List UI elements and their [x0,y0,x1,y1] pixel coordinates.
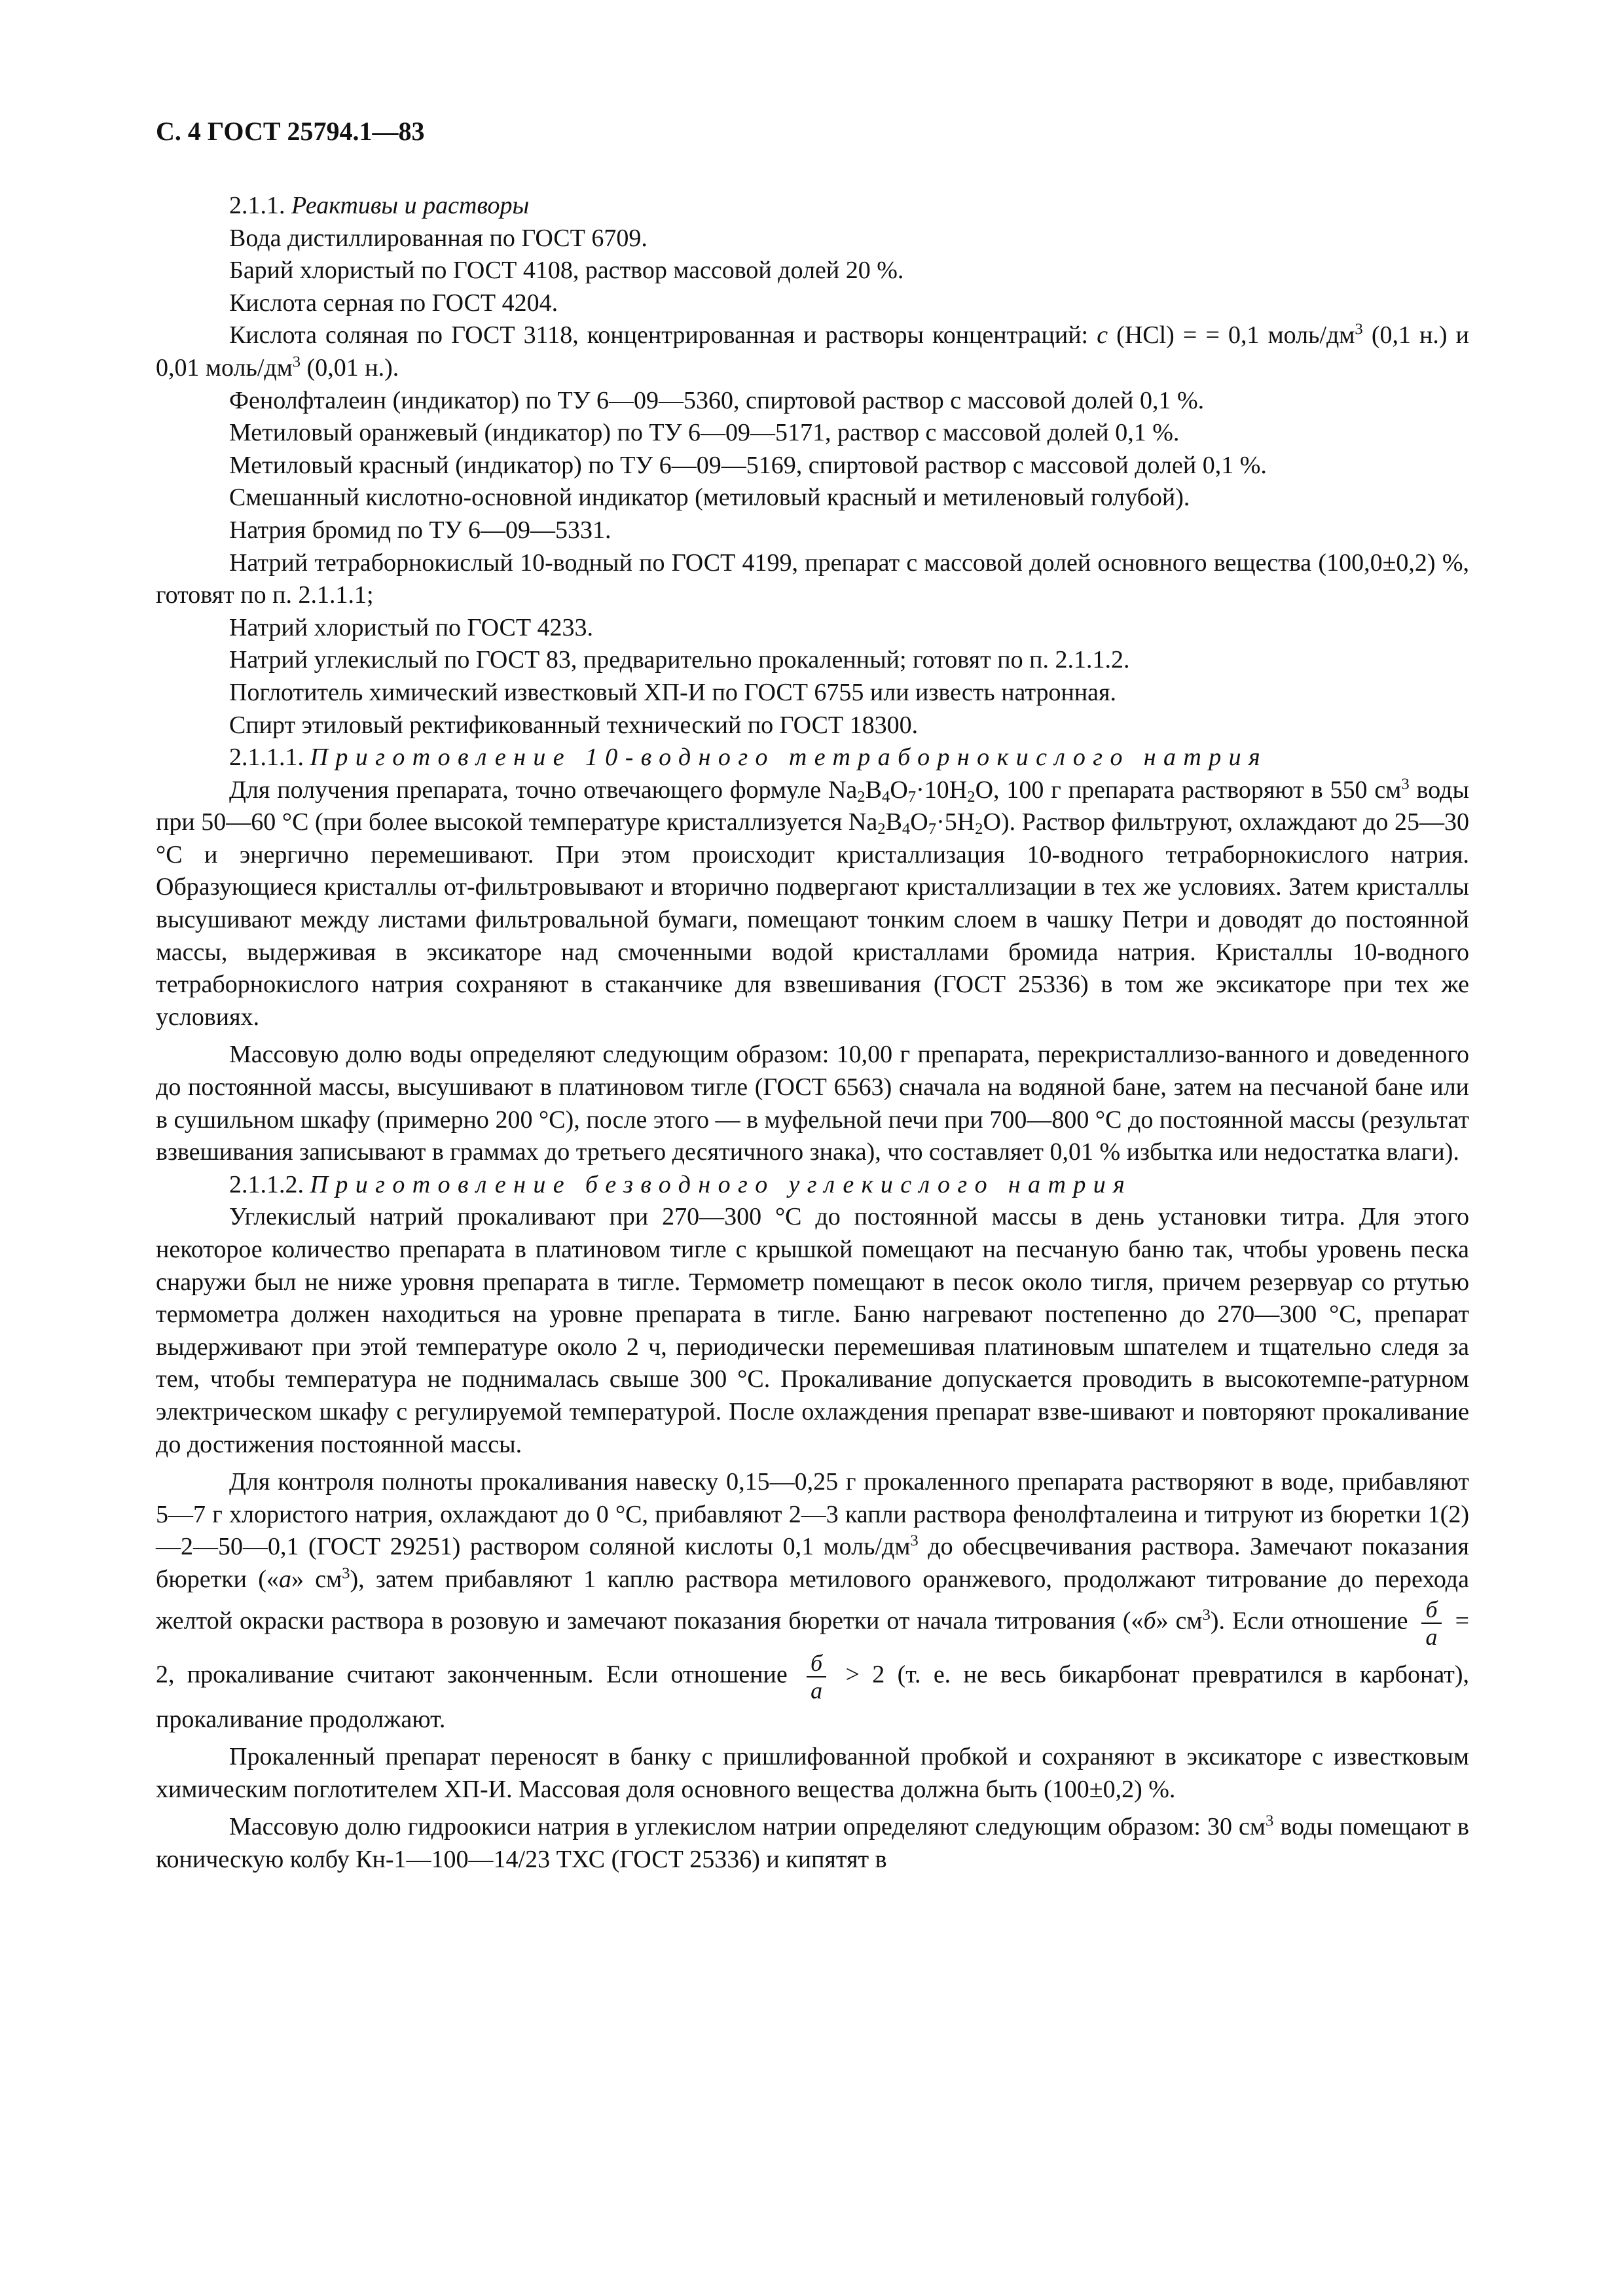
reagent-item [156,319,1469,384]
superscript: 3 [292,353,301,371]
text-run: O, 100 г препарата растворяют в 550 см [975,776,1402,804]
subscript: 2 [857,787,866,806]
superscript: 3 [1401,775,1410,793]
text-run: 5H [944,808,976,836]
reagent-item: Поглотитель химический известковый ХП-И по ГОСТ 6755 или известь натронная. [229,678,1117,706]
subsection-number: 2.1.1.1. [229,744,304,772]
text-run: · [936,808,945,836]
text-run: Для контроля полноты прокаливания навеску 0,15—0,25 г прокаленного препарата растворяют в воде, прибавляют 5—7 г хлористого натрия, охлаждают до 0 °С, прибавляют 2—3 капли раствора фенолфталеина и титруют из бюретки 1(2)—2—50—0,1 (ГОСТ 29251) раствором соляной кислоты 0,1 моль/дм [156,1468,1469,1561]
subsection-heading [156,1169,1469,1202]
fraction [807,1650,826,1704]
subsection-number: 2.1.1.2. [229,1170,304,1198]
superscript: 3 [342,1564,350,1583]
subsection-title: Приготовление 10-водного тетраборнокислого натрия [310,744,1268,772]
text-run: ). Если отношение [1210,1607,1415,1635]
paragraph: Массовую долю воды определяют следующим образом: 10,00 г препарата, перекристаллизо-ванного и доведенного до постоянной массы, высушивают в платиновом тигле (ГОСТ 6563) сначала на водяной бане, затем на песчаной бане или в сушильном шкафу (примерно 200 °С), после этого — в муфельной печи при 700—800 °С до постоянной массы (результат взвешивания записывают в граммах до третьего десятичного знака), что составляет 0,01 % избытка или недостатка влаги). [156,1041,1469,1166]
text-run: а [278,1565,291,1593]
reagent-item: Метиловый оранжевый (индикатор) по ТУ 6—09—5171, раствор с массовой долей 0,1 %. [229,419,1180,447]
reagent-item: Кислота серная по ГОСТ 4204. [229,289,558,317]
superscript: 3 [910,1532,919,1550]
subsection-title: Приготовление безводного углекислого натрия [310,1170,1133,1198]
text-run: O [910,808,928,836]
page-header: С. 4 ГОСТ 25794.1—83 [156,117,425,146]
text-run: воды при 50—60 °С (при более высокой температуре кристаллизуется Na [156,776,1469,836]
subscript: 2 [975,820,983,838]
section-number: 2.1.1. [229,192,285,219]
text-run: (0,1 н.) и 0,01 моль/дм [156,321,1470,382]
reagent-item: Смешанный кислотно-основной индикатор (метиловый красный и метиленовый голубой). [229,484,1190,512]
reagent-item: Натрий хлористый по ГОСТ 4233. [229,613,594,641]
reagent-item: Спирт этиловый ректификованный технический по ГОСТ 18300. [229,711,919,739]
paragraph [156,774,1469,1034]
paragraph [156,1811,1469,1876]
subscript: 4 [902,820,911,838]
text-run: » см [291,1565,342,1593]
text-run: » см [1156,1607,1203,1635]
section-title: Реактивы и растворы [291,192,530,219]
reagent-item: Метиловый красный (индикатор) по ТУ 6—09—5169, спиртовой раствор с массовой долей 0,1 %. [229,451,1267,479]
paragraph [156,1466,1469,1736]
subscript: 2 [877,820,886,838]
subsection-heading [156,742,1469,774]
superscript: 3 [1202,1605,1211,1624]
fraction-denominator: а [1425,1623,1438,1650]
text-run: B [885,808,902,836]
subscript: 7 [928,820,937,838]
paragraph: Прокаленный препарат переносят в банку с пришлифованной пробкой и сохраняют в эксикаторе с известковым химическим поглотителем ХП-И. Массовая доля основного вещества должна быть (100±0,2) %. [156,1743,1469,1803]
superscript: 3 [1265,1812,1274,1830]
superscript: 3 [1355,320,1363,338]
text-run: O [890,776,908,804]
fraction-numerator: б [1421,1596,1441,1624]
text-run: (HCl) = = 0,1 моль/дм [1108,321,1355,350]
subscript: 4 [881,787,890,806]
text-run: Для получения препарата, точно отвечающего формуле Na [229,776,858,804]
text-run: · [916,776,924,804]
fraction-numerator: б [807,1650,826,1677]
reagent-item: Барий хлористый по ГОСТ 4108, раствор массовой долей 20 %. [229,257,904,285]
text-run: б [1143,1607,1156,1635]
text-run: воды помещают в коническую колбу Кн-1—100—14/23 ТХС (ГОСТ 25336) и кипятят в [156,1813,1470,1873]
subscript: 2 [967,787,976,806]
text-run: 10H [924,776,968,804]
text-run: = 2, прокаливание считают законченным. Если отношение [156,1607,1470,1689]
fraction-denominator: а [811,1677,823,1704]
subscript: 7 [907,787,917,806]
reagent-item: Натрий углекислый по ГОСТ 83, предварительно прокаленный; готовят по п. 2.1.1.2. [229,646,1130,674]
text-run: ), затем прибавляют 1 каплю раствора метилового оранжевого, продолжают титрование до перехода желтой окраски раствора в розовую и замечают показания бюретки от начала титрования (« [156,1565,1470,1635]
section-heading [156,190,1469,223]
reagent-item: Натрий тетраборнокислый 10-водный по ГОСТ 4199, препарат с массовой долей основного вещества (100,0±0,2) %, готовят по п. 2.1.1.1; [156,548,1469,609]
text-run: Массовую долю гидроокиси натрия в углекислом натрии определяют следующим образом: 30 см [229,1813,1266,1841]
document-body [156,190,1469,1876]
text-run: O). Раствор фильтруют, охлаждают до 25—30 °С и энергично перемешивают. При этом происходит кристаллизация 10-водного тетраборнокислого натрия. Образующиеся кристаллы от-фильтровывают и вторично подвергают кристаллизации в тех же условиях. Затем кристаллы высушивают между листами фильтровальной бумаги, помещают тонким слоем в чашку Петри и доводят до постоянной массы, выдерживая в эксикаторе над смоченными водой кристаллами бромида натрия. Кристаллы 10-водного тетраборнокислого натрия сохраняют в стаканчике для взвешивания (ГОСТ 25336) в том же эксикаторе при тех же условиях. [156,808,1469,1031]
text-run: > 2 (т. е. не весь бикарбонат превратился в карбонат), прокаливание продолжают. [156,1660,1469,1733]
text-run: (0,01 н.). [301,353,399,382]
text-run: c [1097,321,1108,350]
reagent-item: Натрия бромид по ТУ 6—09—5331. [229,516,611,544]
fraction [1421,1596,1441,1650]
text-run: Кислота соляная по ГОСТ 3118, концентрированная и растворы концентраций: [229,321,1097,350]
paragraph: Углекислый натрий прокаливают при 270—300 °С до постоянной массы в день установки титра. Для этого некоторое количество препарата в платиновом тигле с крышкой помещают на песчаную баню так, чтобы уровень песка снаружи был не ниже уровня препарата в тигле. Термометр помещают в песок около тигля, причем резервуар со ртутью термометра должен находиться на уровне препарата в тигле. Баню нагревают постепенно до 270—300 °С, препарат выдерживают при этой температуре около 2 ч, периодически перемешивая платиновым шпателем и тщательно следя за тем, чтобы температура не поднималась свыше 300 °С. Прокаливание допускается проводить в высокотемпе-ратурном электрическом шкафу с регулируемой температурой. После охлаждения препарат взве-шивают и повторяют прокаливание до достижения постоянной массы. [156,1203,1469,1458]
reagent-item: Вода дистиллированная по ГОСТ 6709. [229,224,647,252]
reagent-item: Фенолфталеин (индикатор) по ТУ 6—09—5360, спиртовой раствор с массовой долей 0,1 %. [229,386,1205,414]
text-run: B [865,776,882,804]
text-run: до обесцвечивания раствора. Замечают показания бюретки (« [156,1533,1469,1593]
